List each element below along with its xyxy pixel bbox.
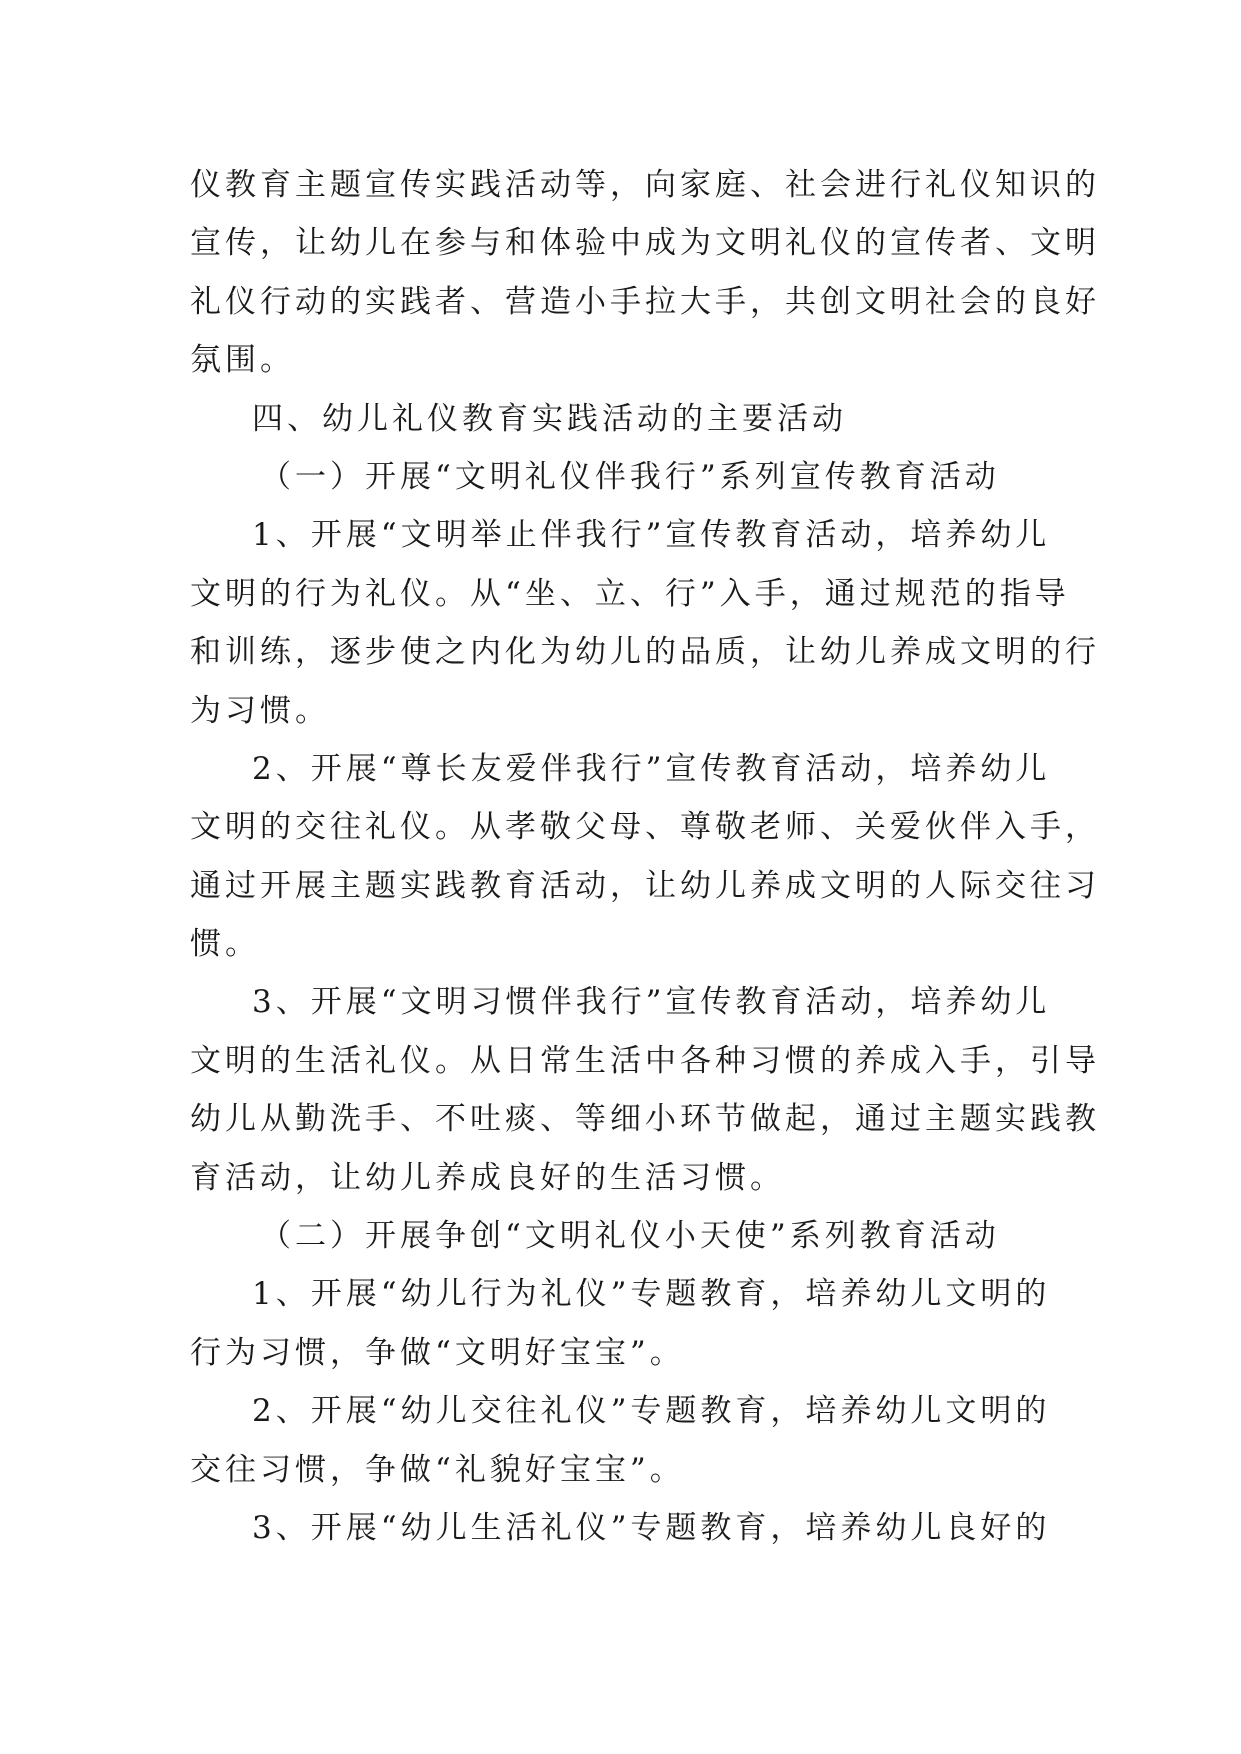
text-line: 1、开展“文明举止伴我行”宣传教育活动，培养幼儿 xyxy=(252,517,1051,554)
text-line: 仪教育主题宣传实践活动等，向家庭、社会进行礼仪知识的 xyxy=(190,167,1100,203)
text-line: 礼仪行动的实践者、营造小手拉大手，共创文明社会的良好 xyxy=(190,283,1100,320)
text-line: 育活动，让幼儿养成良好的生活习惯。 xyxy=(190,1159,785,1196)
text-line: 2、开展“幼儿交往礼仪”专题教育，培养幼儿文明的 xyxy=(252,1393,1051,1430)
text-line: 3、开展“文明习惯伴我行”宣传教育活动，培养幼儿 xyxy=(252,984,1051,1021)
text-line: 行为习惯，争做“文明好宝宝”。 xyxy=(190,1334,685,1371)
text-line: 为习惯。 xyxy=(190,692,330,729)
text-line: 惯。 xyxy=(190,926,260,963)
subsection-heading: （二）开展争创“文明礼仪小天使”系列教育活动 xyxy=(260,1218,1000,1255)
subsection-heading: （一）开展“文明礼仪伴我行”系列宣传教育活动 xyxy=(260,458,1000,495)
text-line: 1、开展“幼儿行为礼仪”专题教育，培养幼儿文明的 xyxy=(252,1276,1051,1313)
text-line: 文明的交往礼仪。从孝敬父母、尊敬老师、关爱伙伴入手， xyxy=(190,809,1100,846)
text-line: 2、开展“尊长友爱伴我行”宣传教育活动，培养幼儿 xyxy=(252,750,1051,787)
text-line: 文明的行为礼仪。从“坐、立、行”入手，通过规范的指导 xyxy=(190,575,1070,612)
text-line: 氛围。 xyxy=(190,342,295,379)
text-line: 幼儿从勤洗手、不吐痰、等细小环节做起，通过主题实践教 xyxy=(190,1101,1100,1138)
text-line: 3、开展“幼儿生活礼仪”专题教育，培养幼儿良好的 xyxy=(252,1509,1051,1546)
text-line: 和训练，逐步使之内化为幼儿的品质，让幼儿养成文明的行 xyxy=(190,634,1100,671)
section-heading: 四、幼儿礼仪教育实践活动的主要活动 xyxy=(252,400,847,437)
text-line: 宣传，让幼儿在参与和体验中成为文明礼仪的宣传者、文明 xyxy=(190,225,1100,262)
text-line: 通过开展主题实践教育活动，让幼儿养成文明的人际交往习 xyxy=(190,867,1100,904)
text-line: 交往习惯，争做“礼貌好宝宝”。 xyxy=(190,1451,685,1488)
text-line: 文明的生活礼仪。从日常生活中各种习惯的养成入手，引导 xyxy=(190,1042,1100,1079)
document-body xyxy=(190,156,1100,1557)
